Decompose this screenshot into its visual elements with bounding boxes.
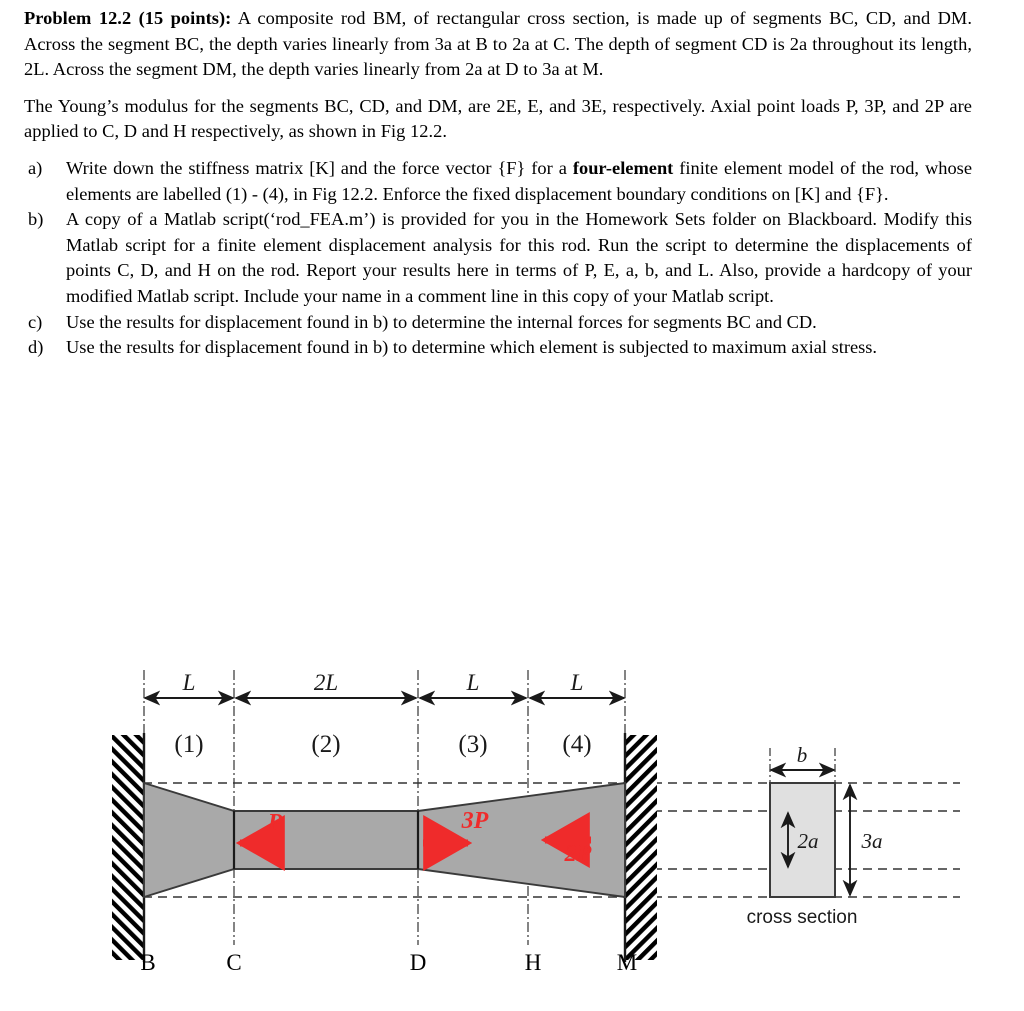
list-item <box>24 207 972 309</box>
list-item-marker: d) <box>28 337 44 358</box>
element-label: (1) <box>174 731 204 758</box>
element-label: (3) <box>458 731 488 758</box>
list-item-marker: a) <box>28 157 43 178</box>
dimension-label: L <box>466 670 480 695</box>
dimension-label: L <box>570 670 584 695</box>
dimension-labels <box>182 670 584 695</box>
rod-segment-bc <box>144 783 234 897</box>
list-item-marker: b) <box>28 209 44 230</box>
element-label: (2) <box>311 731 341 758</box>
problem-intro-paragraph <box>24 6 972 83</box>
list-item-marker: c) <box>28 311 43 332</box>
right-fixed-support <box>625 733 657 962</box>
load-label-3p: 3P <box>461 808 489 834</box>
list-item-text-pre: A copy of a Matlab script(‘rod_FEA.m’) is provided for you in the Homework Sets folder on Blackboard. Modify this Matlab script for a finite element displacement analysis for this rod. Run the script to determine the displacements of points C, D, and H on the rod. Report your results here in terms of P, E, a, b, and L. Also, provide a hardcopy of your modified Matlab script. Include your name in a comment line in this copy of your Matlab script. <box>66 209 972 306</box>
element-labels <box>174 731 591 758</box>
load-label-2p: 2P <box>564 841 592 867</box>
problem-parts-list <box>24 156 972 361</box>
list-item-text-pre: Use the results for displacement found in b) to determine which element is subjected to maximum axial stress. <box>66 337 878 358</box>
list-item-text-pre: Write down the stiffness matrix [K] and the force vector {F} for a <box>66 157 573 178</box>
load-label-p: P <box>267 810 283 836</box>
list-item <box>24 335 972 361</box>
node-label-m: M <box>616 950 638 975</box>
rod-figure <box>0 640 1024 1011</box>
left-fixed-support <box>112 733 144 962</box>
node-labels <box>140 950 637 975</box>
cross-section-diagram <box>747 743 883 928</box>
cross-section-inner-label: 2a <box>797 829 819 853</box>
problem-intro-rest: A composite rod BM, of rectangular cross section, is made up of segments BC, CD, and DM. Across the segment BC, the depth varies linearly from 3a at B to 2a at C. The depth of segment CD is 2a throughout its length, 2L. Across the segment DM, the depth varies linearly from 2a at D to 3a at M. <box>24 8 972 80</box>
problem-paragraph-2: The Young’s modulus for the segments BC, CD, and DM, are 2E, E, and 3E, respectively. Axial point loads P, 3P, and 2P are applied to C, D and H respectively, as shown in Fig 12.2. <box>24 95 972 142</box>
node-label-h: H <box>524 950 542 975</box>
problem-heading: Problem 12.2 (15 points): <box>24 8 232 28</box>
problem-text-block <box>24 6 972 361</box>
node-label-c: C <box>226 950 242 975</box>
list-item-text-pre: Use the results for displacement found in b) to determine the internal forces for segments BC and CD. <box>66 311 817 332</box>
node-label-b: B <box>140 950 156 975</box>
list-item <box>24 310 972 336</box>
cross-section-width-label: b <box>796 743 808 767</box>
rod-figure-svg <box>0 640 1024 1011</box>
list-item-text-post: finite element model of the rod, whose elements are labelled (1) - (4), in Fig 12.2. Enforce the fixed displacement boundary conditions on [K] and {F}. <box>66 157 972 204</box>
dimension-label: L <box>182 670 196 695</box>
node-label-d: D <box>409 950 427 975</box>
list-item-text-bold: four-element <box>572 157 674 178</box>
list-item <box>24 156 972 207</box>
element-label: (4) <box>562 731 592 758</box>
dimension-label: 2L <box>313 670 339 695</box>
cross-section-caption: cross section <box>746 907 858 928</box>
cross-section-outer-label: 3a <box>861 829 883 853</box>
